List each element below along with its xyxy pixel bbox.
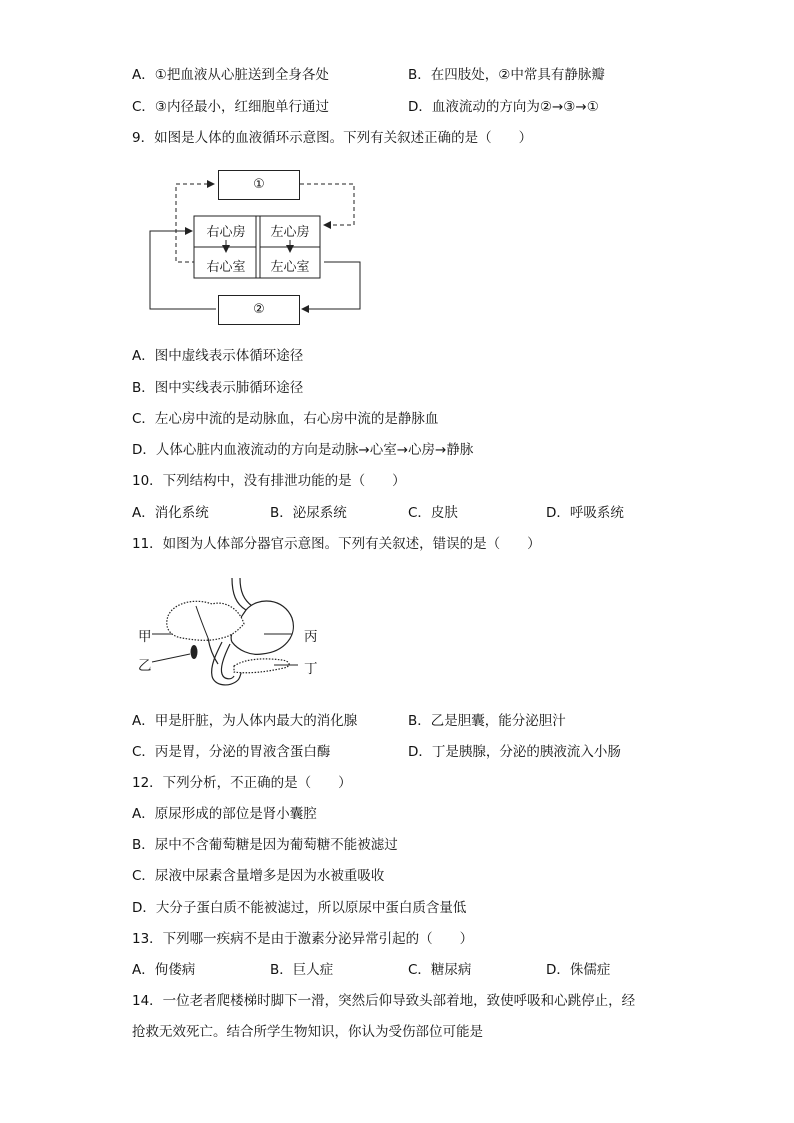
q14-stem-line-1: 14．一位老者爬楼梯时脚下一滑，突然后仰导致头部着地，致使呼吸和心跳停止，经	[132, 993, 636, 1009]
q10-option-b: B．泌尿系统	[270, 505, 347, 521]
q10-option-d: D．呼吸系统	[546, 505, 624, 521]
organ-label-yi: 乙	[138, 658, 152, 674]
circulation-box-1: ①	[218, 170, 300, 200]
right-ventricle-label: 右心室	[206, 260, 246, 275]
q9-option-b: B．图中实线表示肺循环途径	[132, 380, 304, 396]
circulation-box-2: ②	[218, 295, 300, 325]
q8-option-a: A．①把血液从心脏送到全身各处	[132, 67, 329, 83]
q12-option-b: B．尿中不含葡萄糖是因为葡萄糖不能被滤过	[132, 837, 398, 853]
q9-option-c: C．左心房中流的是动脉血，右心房中流的是静脉血	[132, 411, 439, 427]
q10-stem: 10．下列结构中，没有排泄功能的是（ ）	[132, 473, 406, 489]
q13-option-a: A．佝偻病	[132, 962, 196, 978]
blood-circulation-diagram	[146, 164, 366, 332]
q9-option-d: D．人体心脏内血液流动的方向是动脉→心室→心房→静脉	[132, 442, 474, 458]
left-ventricle-label: 左心室	[270, 260, 310, 275]
digestive-organs-diagram	[134, 572, 334, 692]
q11-stem: 11．如图为人体部分器官示意图。下列有关叙述，错误的是（ ）	[132, 536, 541, 552]
q12-option-d: D．大分子蛋白质不能被滤过，所以原尿中蛋白质含量低	[132, 900, 467, 916]
organ-label-ding: 丁	[304, 661, 318, 677]
right-atrium-label: 右心房	[206, 225, 246, 240]
q8-option-b: B．在四肢处，②中常具有静脉瓣	[408, 67, 605, 83]
q11-option-a: A．甲是肝脏，为人体内最大的消化腺	[132, 713, 358, 729]
left-atrium-label: 左心房	[270, 225, 310, 240]
organ-label-jia: 甲	[138, 629, 152, 645]
q13-stem: 13．下列哪一疾病不是由于激素分泌异常引起的（ ）	[132, 931, 474, 947]
q12-option-a: A．原尿形成的部位是肾小囊腔	[132, 806, 317, 822]
q13-option-c: C．糖尿病	[408, 962, 472, 978]
q9-option-a: A．图中虚线表示体循环途径	[132, 348, 304, 364]
q13-option-d: D．侏儒症	[546, 962, 611, 978]
q10-option-c: C．皮肤	[408, 505, 458, 521]
q11-option-d: D．丁是胰腺，分泌的胰液流入小肠	[408, 744, 621, 760]
q11-option-c: C．丙是胃，分泌的胃液含蛋白酶	[132, 744, 331, 760]
q12-option-c: C．尿液中尿素含量增多是因为水被重吸收	[132, 868, 385, 884]
q13-option-b: B．巨人症	[270, 962, 334, 978]
q12-stem: 12．下列分析，不正确的是（ ）	[132, 775, 352, 791]
q8-option-d: D．血液流动的方向为②→③→①	[408, 99, 599, 115]
q10-option-a: A．消化系统	[132, 505, 209, 521]
q8-option-c: C．③内径最小，红细胞单行通过	[132, 99, 330, 115]
q9-stem: 9．如图是人体的血液循环示意图。下列有关叙述正确的是（ ）	[132, 130, 533, 146]
organ-label-bing: 丙	[304, 629, 318, 645]
q11-option-b: B．乙是胆囊，能分泌胆汁	[408, 713, 566, 729]
q14-stem-line-2: 抢救无效死亡。结合所学生物知识，你认为受伤部位可能是	[132, 1024, 483, 1040]
